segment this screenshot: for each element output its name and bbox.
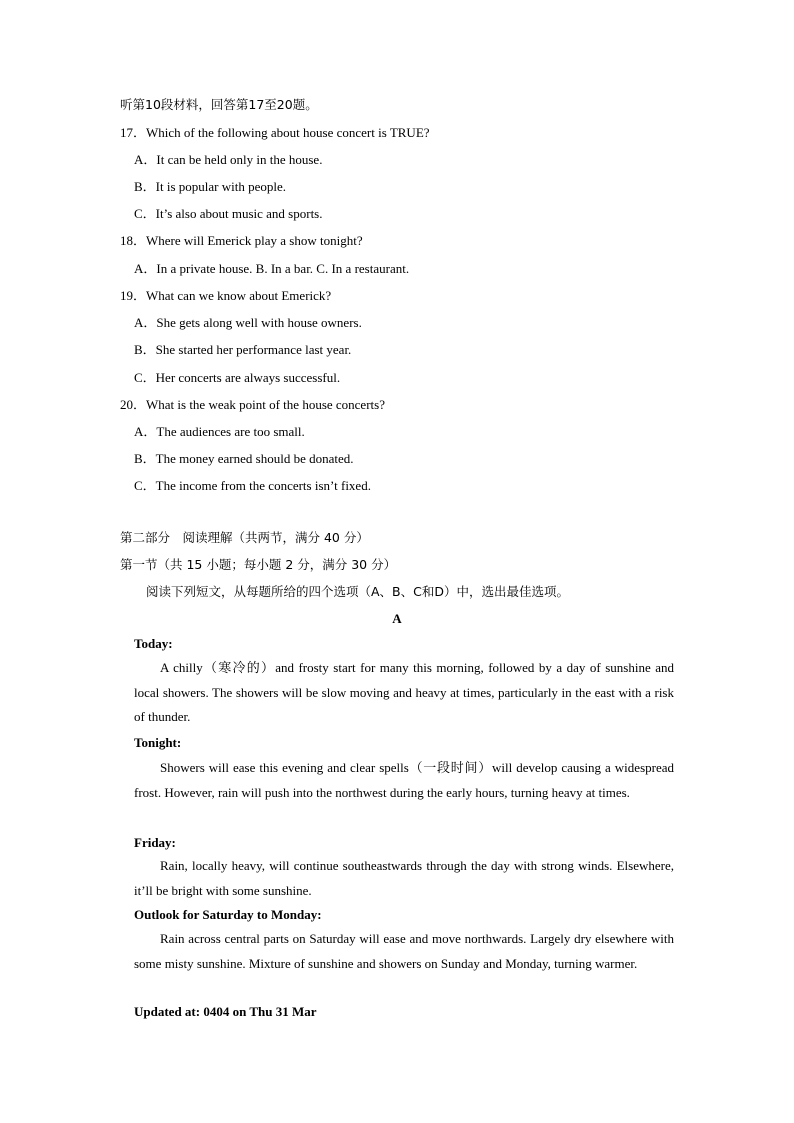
question-18-options: A．In a private house. B. In a bar. C. In a restaurant. — [134, 261, 410, 276]
updated-timestamp: Updated at: 0404 on Thu 31 Mar — [134, 1004, 317, 1019]
question-20-option-b: B．The money earned should be donated. — [134, 451, 354, 466]
question-18-stem: 18．Where will Emerick play a show tonight? — [120, 233, 363, 248]
reading-instruction: 阅读下列短文，从每题所给的四个选项（A、B、C和D）中，选出最佳选项。 — [146, 584, 569, 599]
question-17-stem: 17．Which of the following about house concert is TRUE? — [120, 125, 430, 140]
question-20-option-c: C．The income from the concerts isn’t fixed. — [134, 478, 371, 493]
tonight-text: Showers will ease this evening and clear spells（一段时间）will develop causing a widespread frost. However, rain will push into the northwest during the early hours, turning heavy at times. — [134, 760, 674, 800]
tonight-heading: Tonight: — [134, 735, 182, 750]
friday-heading: Friday: — [134, 835, 176, 850]
reading-section-title: 第一节（共 15 小题；每小题 2 分，满分 30 分） — [120, 557, 397, 572]
outlook-text: Rain across central parts on Saturday will ease and move northwards. Largely dry elsewhere with some misty sunshine. Mixture of sunshine and showers on Sunday and Monday, turning warmer. — [134, 931, 674, 971]
question-19-option-b: B．She started her performance last year. — [134, 342, 352, 357]
question-19-stem: 19．What can we know about Emerick? — [120, 288, 332, 303]
question-17-option-c: C．It’s also about music and sports. — [134, 206, 323, 221]
question-19-option-a: A．She gets along well with house owners. — [134, 315, 362, 330]
listening-heading: 听第10段材料，回答第17至20题。 — [120, 97, 318, 112]
reading-part-title: 第二部分 阅读理解（共两节，满分 40 分） — [120, 530, 369, 545]
question-19-option-c: C．Her concerts are always successful. — [134, 370, 341, 385]
question-17-option-a: A．It can be held only in the house. — [134, 152, 323, 167]
passage-label: A — [392, 611, 402, 626]
today-text: A chilly（寒冷的）and frosty start for many this morning, followed by a day of sunshine and local showers. The showers will be slow moving and heavy at times, particularly in the east with a risk of thunder. — [134, 660, 674, 724]
question-17-option-b: B．It is popular with people. — [134, 179, 287, 194]
today-heading: Today: — [134, 636, 173, 651]
question-20-option-a: A．The audiences are too small. — [134, 424, 305, 439]
question-20-stem: 20．What is the weak point of the house concerts? — [120, 397, 385, 412]
outlook-heading: Outlook for Saturday to Monday: — [134, 907, 322, 922]
friday-text: Rain, locally heavy, will continue southeastwards through the day with strong winds. Elsewhere, it’ll be bright with some sunshine. — [134, 858, 674, 898]
